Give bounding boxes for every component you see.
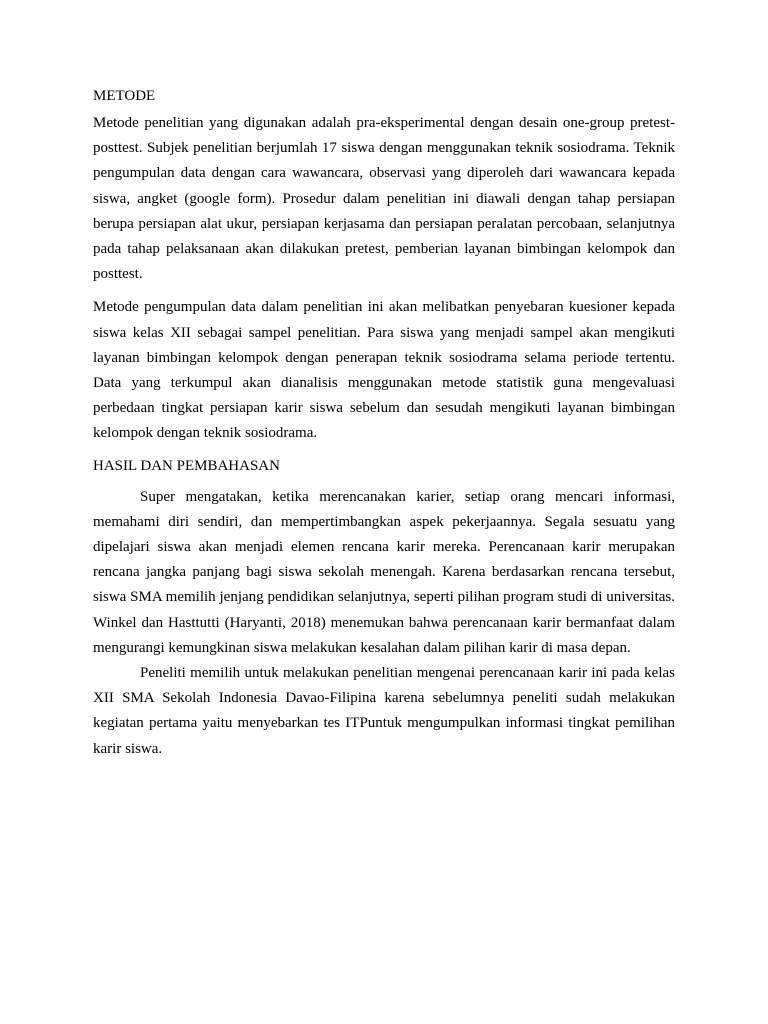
paragraph-metode-1: Metode penelitian yang digunakan adalah pra-eksperimental dengan desain one-group pretest-posttest. Subjek penelitian berjumlah 17 siswa dengan menggunakan teknik sosiodrama. Teknik pengumpulan data dengan cara wawancara, observasi yang diperoleh dari wawancara kepada siswa, angket (google form). Prosedur dalam penelitian ini diawali dengan tahap persiapan berupa persiapan alat ukur, persiapan kerjasama dan persiapan peralatan percobaan, selanjutnya pada tahap pelaksanaan akan dilakukan pretest, pemberian layanan bimbingan kelompok dan posttest.: [93, 115, 675, 283]
paragraph-hasil-2: Peneliti memilih untuk melakukan penelitian mengenai perencanaan karir ini pada kelas XII SMA Sekolah Indonesia Davao-Filipina karena sebelumnya peneliti sudah melakukan kegiatan pertama yaitu menyebarkan tes ITPuntuk mengumpulkan informasi tingkat pemilihan karir siswa.: [93, 665, 675, 757]
section-heading-hasil-dan-pembahasan: HASIL DAN PEMBAHASAN: [93, 457, 280, 474]
paragraph-metode-2: Metode pengumpulan data dalam penelitian ini akan melibatkan penyebaran kuesioner kepada siswa kelas XII sebagai sampel penelitian. Para siswa yang menjadi sampel akan mengikuti layanan bimbingan kelompok dengan penerapan teknik sosiodrama selama periode tertentu. Data yang terkumpul akan dianalisis menggunakan metode statistik guna mengevaluasi perbedaan tingkat persiapan karir siswa sebelum dan sesudah mengikuti layanan bimbingan kelompok dengan teknik sosiodrama.: [93, 299, 675, 442]
section-heading-metode: METODE: [93, 88, 156, 104]
document-page: [93, 86, 675, 762]
paragraph-hasil-1: Super mengatakan, ketika merencanakan karier, setiap orang mencari informasi, memahami diri sendiri, dan mempertimbangkan aspek pekerjaannya. Segala sesuatu yang dipelajari siswa akan menjadi elemen rencana karir mereka. Perencanaan karir merupakan rencana jangka panjang bagi siswa sekolah menengah. Karena berdasarkan rencana tersebut, siswa SMA memilih jenjang pendidikan selanjutnya, seperti pilihan program studi di universitas. Winkel dan Hasttutti (Haryanti, 2018) menemukan bahwa perencanaan karir bermanfaat dalam mengurangi kemungkinan siswa melakukan kesalahan dalam pilihan karir di masa depan.: [93, 488, 675, 656]
